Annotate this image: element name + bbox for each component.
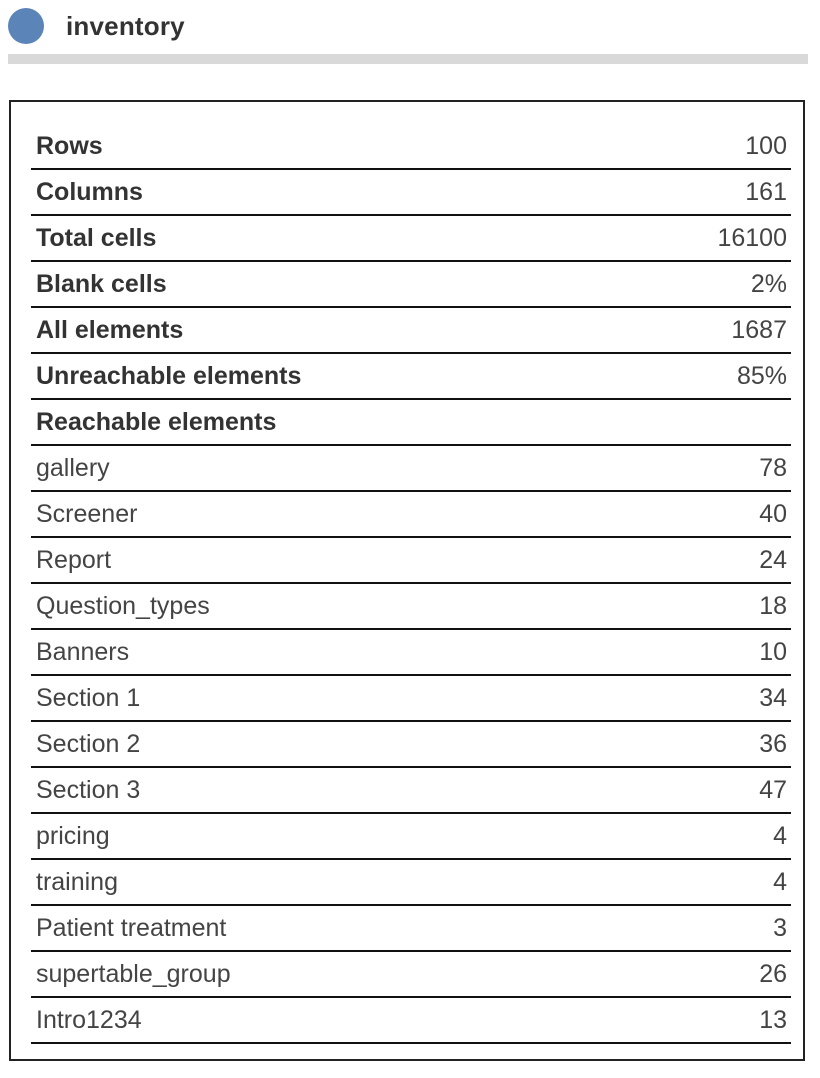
summary-label: Rows — [36, 131, 103, 160]
summary-label: All elements — [36, 315, 184, 344]
table-row — [31, 584, 791, 630]
element-name: Screener — [36, 499, 138, 528]
summary-label: Unreachable elements — [36, 361, 302, 390]
table-row — [31, 860, 791, 906]
element-name: supertable_group — [36, 959, 231, 988]
status-dot-icon — [8, 8, 44, 44]
table-row — [31, 676, 791, 722]
table-row — [31, 722, 791, 768]
summary-row-all-elements — [31, 308, 791, 354]
element-count: 4 — [773, 867, 787, 896]
summary-value: 1687 — [731, 315, 787, 344]
element-name: Patient treatment — [36, 913, 227, 942]
element-name: Section 3 — [36, 775, 141, 804]
element-count: 3 — [773, 913, 787, 942]
element-count: 34 — [759, 683, 787, 712]
page-title: inventory — [66, 10, 185, 41]
table-row — [31, 630, 791, 676]
summary-label: Columns — [36, 177, 143, 206]
page-header — [8, 6, 185, 46]
element-count: 36 — [759, 729, 787, 758]
table-row — [31, 538, 791, 584]
table-row — [31, 492, 791, 538]
table-row — [31, 952, 791, 998]
element-count: 18 — [759, 591, 787, 620]
summary-value: 16100 — [717, 223, 787, 252]
table-row — [31, 906, 791, 952]
element-name: training — [36, 867, 118, 896]
element-count: 24 — [759, 545, 787, 574]
table-row — [31, 768, 791, 814]
summary-label: Blank cells — [36, 269, 167, 298]
element-name: gallery — [36, 453, 110, 482]
element-name: Section 2 — [36, 729, 141, 758]
element-name: Banners — [36, 637, 130, 666]
element-count: 4 — [773, 821, 787, 850]
element-name: Report — [36, 545, 112, 574]
table-row — [31, 446, 791, 492]
element-name: Question_types — [36, 591, 210, 620]
summary-value: 85% — [736, 361, 787, 390]
summary-value: 2% — [750, 269, 787, 298]
element-count: 40 — [759, 499, 787, 528]
summary-row-blank-cells — [31, 262, 791, 308]
element-name: pricing — [36, 821, 110, 850]
inventory-table — [31, 124, 791, 1044]
header-divider — [8, 54, 808, 64]
inventory-panel — [9, 100, 805, 1061]
element-count: 13 — [759, 1005, 787, 1034]
summary-row-rows — [31, 124, 791, 170]
element-count: 26 — [759, 959, 787, 988]
reachable-elements-heading-row — [31, 400, 791, 446]
element-count: 47 — [759, 775, 787, 804]
element-name: Section 1 — [36, 683, 141, 712]
summary-label: Total cells — [36, 223, 157, 252]
element-count: 10 — [759, 637, 787, 666]
section-heading: Reachable elements — [36, 407, 277, 436]
table-row — [31, 814, 791, 860]
summary-row-unreachable-elements — [31, 354, 791, 400]
summary-row-total-cells — [31, 216, 791, 262]
summary-value: 100 — [745, 131, 787, 160]
table-row — [31, 998, 791, 1044]
element-name: Intro1234 — [36, 1005, 142, 1034]
summary-row-columns — [31, 170, 791, 216]
element-count: 78 — [759, 453, 787, 482]
summary-value: 161 — [745, 177, 787, 206]
